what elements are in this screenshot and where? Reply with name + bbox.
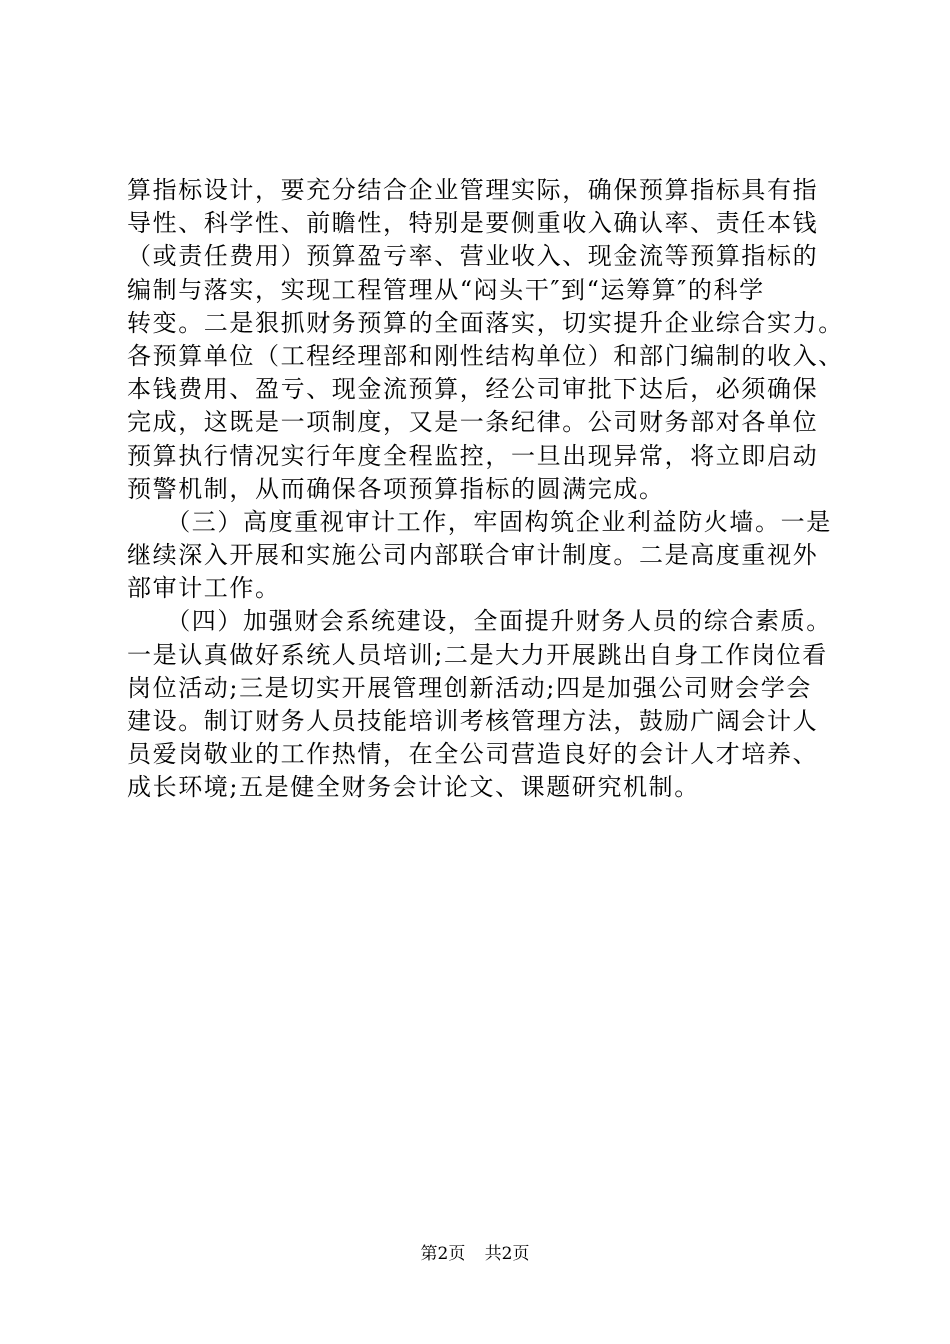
text-line: 预警机制，从而确保各项预算指标的圆满完成。 [127, 474, 665, 503]
text-line: 导性、科学性、前瞻性，特别是要侧重收入确认率、责任本钱 [127, 209, 819, 238]
text-line: （四）加强财会系统建设，全面提升财务人员的综合素质。 [127, 607, 832, 636]
text-line: 编制与落实，实现工程管理从“闷头干″到“运筹算″的科学 [127, 275, 765, 304]
text-line: 预算执行情况实行年度全程监控，一旦出现异常，将立即启动 [127, 441, 819, 470]
text-line: 岗位活动;三是切实开展管理创新活动;四是加强公司财会学会 [127, 673, 812, 702]
text-line: 本钱费用、盈亏、现金流预算，经公司审批下达后，必须确保 [127, 375, 819, 404]
text-line: 继续深入开展和实施公司内部联合审计制度。二是高度重视外 [127, 541, 819, 570]
page-total: 共2页 [484, 1244, 530, 1264]
page-number: 第2页 [420, 1244, 466, 1264]
text-line: 部审计工作。 [127, 574, 281, 603]
text-line: 一是认真做好系统人员培训;二是大力开展跳出自身工作岗位看 [127, 640, 828, 669]
text-line: （或责任费用）预算盈亏率、营业收入、现金流等预算指标的 [127, 242, 819, 271]
text-line: 成长环境;五是健全财务会计论文、课题研究机制。 [127, 773, 700, 802]
text-line: 建设。制订财务人员技能培训考核管理方法，鼓励广阔会计人 [127, 707, 819, 735]
text-line: 完成，这既是一项制度，又是一条纪律。公司财务部对各单位 [127, 408, 819, 437]
text-line: 转变。二是狠抓财务预算的全面落实，切实提升企业综合实力。 [127, 308, 844, 337]
text-line: 各预算单位（工程经理部和刚性结构单位）和部门编制的收入、 [127, 341, 844, 370]
text-line: 算指标设计，要充分结合企业管理实际，确保预算指标具有指 [127, 176, 819, 204]
footer-spacer [471, 1244, 480, 1264]
document-body [127, 174, 857, 805]
text-line: （三）高度重视审计工作，牢固构筑企业利益防火墙。一是 [127, 507, 832, 536]
page-footer [0, 1243, 950, 1265]
text-line: 员爱岗敬业的工作热情，在全公司营造良好的会计人才培养、 [127, 740, 819, 769]
